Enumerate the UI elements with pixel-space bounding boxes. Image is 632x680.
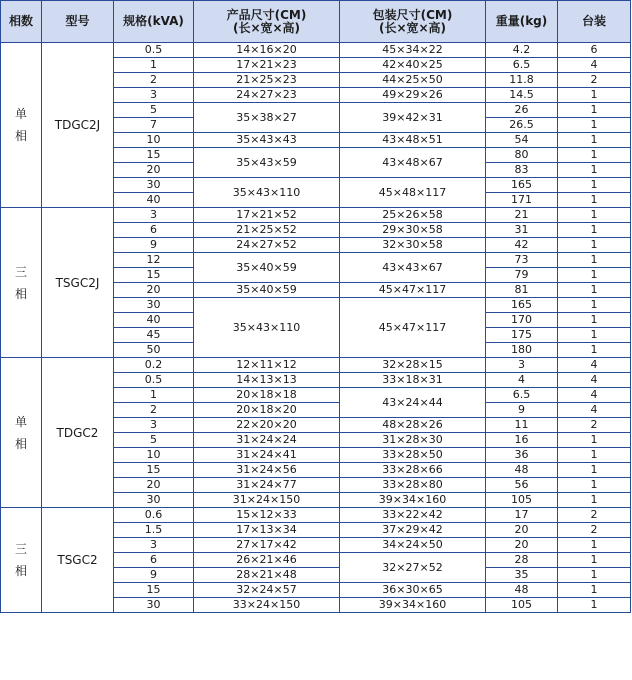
per-pallet-cell: 4 — [558, 58, 631, 73]
package-size-cell: 45×34×22 — [340, 43, 486, 58]
model-cell: TSGC2J — [42, 208, 114, 358]
product-size-cell: 35×43×110 — [194, 178, 340, 208]
spec-cell: 2 — [114, 73, 194, 88]
per-pallet-cell: 1 — [558, 493, 631, 508]
per-pallet-cell: 1 — [558, 598, 631, 613]
weight-cell: 9 — [486, 403, 558, 418]
model-cell: TSGC2 — [42, 508, 114, 613]
package-size-cell: 42×40×25 — [340, 58, 486, 73]
package-size-cell: 45×47×117 — [340, 298, 486, 358]
product-size-cell: 17×21×23 — [194, 58, 340, 73]
product-size-cell: 21×25×52 — [194, 223, 340, 238]
spec-cell: 3 — [114, 88, 194, 103]
phase-char: 单 — [14, 414, 27, 429]
weight-cell: 17 — [486, 508, 558, 523]
weight-cell: 48 — [486, 583, 558, 598]
per-pallet-cell: 1 — [558, 568, 631, 583]
phase-char: 相 — [14, 286, 27, 301]
weight-cell: 42 — [486, 238, 558, 253]
package-size-cell: 34×24×50 — [340, 538, 486, 553]
weight-cell: 20 — [486, 523, 558, 538]
package-size-cell: 33×18×31 — [340, 373, 486, 388]
spec-cell: 30 — [114, 298, 194, 313]
spec-cell: 1 — [114, 58, 194, 73]
weight-cell: 35 — [486, 568, 558, 583]
weight-cell: 16 — [486, 433, 558, 448]
phase-char: 三 — [14, 264, 27, 279]
package-size-cell: 45×47×117 — [340, 283, 486, 298]
product-size-cell: 31×24×77 — [194, 478, 340, 493]
spec-cell: 1.5 — [114, 523, 194, 538]
header-weight: 重量(kg) — [486, 1, 558, 43]
package-size-cell: 39×42×31 — [340, 103, 486, 133]
table-row — [1, 208, 631, 223]
per-pallet-cell: 1 — [558, 343, 631, 358]
per-pallet-cell: 1 — [558, 238, 631, 253]
table-row — [1, 508, 631, 523]
weight-cell: 4 — [486, 373, 558, 388]
product-size-cell: 35×43×43 — [194, 133, 340, 148]
weight-cell: 180 — [486, 343, 558, 358]
per-pallet-cell: 1 — [558, 553, 631, 568]
per-pallet-cell: 1 — [558, 253, 631, 268]
per-pallet-cell: 1 — [558, 223, 631, 238]
header-package-size-dims: (长×宽×高) — [378, 20, 447, 35]
spec-cell: 50 — [114, 343, 194, 358]
weight-cell: 83 — [486, 163, 558, 178]
per-pallet-cell: 1 — [558, 313, 631, 328]
per-pallet-cell: 1 — [558, 448, 631, 463]
per-pallet-cell: 1 — [558, 433, 631, 448]
package-size-cell: 32×30×58 — [340, 238, 486, 253]
product-size-cell: 31×24×56 — [194, 463, 340, 478]
package-size-cell: 43×48×67 — [340, 148, 486, 178]
spec-cell: 40 — [114, 313, 194, 328]
spec-cell: 6 — [114, 223, 194, 238]
per-pallet-cell: 1 — [558, 583, 631, 598]
package-size-cell: 33×28×80 — [340, 478, 486, 493]
package-size-cell: 48×28×26 — [340, 418, 486, 433]
product-size-cell: 31×24×150 — [194, 493, 340, 508]
product-size-cell: 20×18×20 — [194, 403, 340, 418]
spec-cell: 3 — [114, 538, 194, 553]
spec-cell: 20 — [114, 283, 194, 298]
package-size-cell: 33×28×66 — [340, 463, 486, 478]
spec-cell: 0.6 — [114, 508, 194, 523]
spec-cell: 3 — [114, 418, 194, 433]
package-size-cell: 43×24×44 — [340, 388, 486, 418]
product-size-cell: 12×11×12 — [194, 358, 340, 373]
per-pallet-cell: 6 — [558, 43, 631, 58]
package-size-cell: 33×22×42 — [340, 508, 486, 523]
weight-cell: 171 — [486, 193, 558, 208]
product-size-cell: 21×25×23 — [194, 73, 340, 88]
product-size-cell: 14×16×20 — [194, 43, 340, 58]
product-size-cell: 28×21×48 — [194, 568, 340, 583]
phase-cell — [1, 43, 42, 208]
spec-cell: 15 — [114, 463, 194, 478]
package-size-cell: 44×25×50 — [340, 73, 486, 88]
weight-cell: 3 — [486, 358, 558, 373]
weight-cell: 105 — [486, 493, 558, 508]
weight-cell: 11.8 — [486, 73, 558, 88]
package-size-cell: 29×30×58 — [340, 223, 486, 238]
package-size-cell: 45×48×117 — [340, 178, 486, 208]
per-pallet-cell: 2 — [558, 508, 631, 523]
spec-cell: 30 — [114, 598, 194, 613]
model-cell: TDGC2 — [42, 358, 114, 508]
weight-cell: 56 — [486, 478, 558, 493]
spec-cell: 6 — [114, 553, 194, 568]
product-size-cell: 14×13×13 — [194, 373, 340, 388]
package-size-cell: 32×28×15 — [340, 358, 486, 373]
weight-cell: 73 — [486, 253, 558, 268]
package-size-cell: 33×28×50 — [340, 448, 486, 463]
table-body — [1, 43, 631, 613]
spec-cell: 40 — [114, 193, 194, 208]
spec-cell: 7 — [114, 118, 194, 133]
table-row — [1, 358, 631, 373]
phase-char: 三 — [14, 542, 27, 556]
spec-cell: 5 — [114, 103, 194, 118]
spec-cell: 1 — [114, 388, 194, 403]
spec-cell: 12 — [114, 253, 194, 268]
package-size-cell: 25×26×58 — [340, 208, 486, 223]
spec-cell: 15 — [114, 268, 194, 283]
weight-cell: 175 — [486, 328, 558, 343]
per-pallet-cell: 1 — [558, 103, 631, 118]
model-cell: TDGC2J — [42, 43, 114, 208]
package-size-cell: 36×30×65 — [340, 583, 486, 598]
header-per-pallet: 台装 — [558, 1, 631, 43]
product-size-cell: 15×12×33 — [194, 508, 340, 523]
header-product-size-title: 产品尺寸(CM) — [226, 7, 307, 22]
per-pallet-cell: 1 — [558, 118, 631, 133]
spec-cell: 9 — [114, 238, 194, 253]
per-pallet-cell: 1 — [558, 328, 631, 343]
package-size-cell: 39×34×160 — [340, 598, 486, 613]
spec-cell: 3 — [114, 208, 194, 223]
header-model: 型号 — [42, 1, 114, 43]
spec-cell: 20 — [114, 478, 194, 493]
weight-cell: 105 — [486, 598, 558, 613]
spec-cell: 30 — [114, 493, 194, 508]
product-size-cell: 35×43×59 — [194, 148, 340, 178]
table-header — [1, 1, 631, 43]
spec-cell: 2 — [114, 403, 194, 418]
weight-cell: 21 — [486, 208, 558, 223]
weight-cell: 48 — [486, 463, 558, 478]
per-pallet-cell: 4 — [558, 403, 631, 418]
product-size-cell: 17×13×34 — [194, 523, 340, 538]
package-size-cell: 37×29×42 — [340, 523, 486, 538]
spec-cell: 45 — [114, 328, 194, 343]
per-pallet-cell: 1 — [558, 538, 631, 553]
package-size-cell: 43×48×51 — [340, 133, 486, 148]
product-size-cell: 32×24×57 — [194, 583, 340, 598]
product-size-cell: 35×40×59 — [194, 283, 340, 298]
weight-cell: 80 — [486, 148, 558, 163]
weight-cell: 81 — [486, 283, 558, 298]
spec-cell: 15 — [114, 148, 194, 163]
package-size-cell: 32×27×52 — [340, 553, 486, 583]
header-spec: 规格(kVA) — [114, 1, 194, 43]
package-size-cell: 43×43×67 — [340, 253, 486, 283]
product-size-cell: 22×20×20 — [194, 418, 340, 433]
package-size-cell: 31×28×30 — [340, 433, 486, 448]
product-size-cell: 35×43×110 — [194, 298, 340, 358]
spec-cell: 5 — [114, 433, 194, 448]
per-pallet-cell: 2 — [558, 418, 631, 433]
weight-cell: 36 — [486, 448, 558, 463]
per-pallet-cell: 1 — [558, 178, 631, 193]
phase-cell — [1, 358, 42, 508]
spec-cell: 0.5 — [114, 373, 194, 388]
spec-cell: 0.5 — [114, 43, 194, 58]
per-pallet-cell: 1 — [558, 478, 631, 493]
spec-cell: 20 — [114, 163, 194, 178]
product-size-cell: 20×18×18 — [194, 388, 340, 403]
per-pallet-cell: 1 — [558, 268, 631, 283]
spec-cell: 15 — [114, 583, 194, 598]
product-size-cell: 26×21×46 — [194, 553, 340, 568]
spec-cell: 10 — [114, 448, 194, 463]
product-size-cell: 24×27×23 — [194, 88, 340, 103]
weight-cell: 26 — [486, 103, 558, 118]
per-pallet-cell: 4 — [558, 373, 631, 388]
per-pallet-cell: 1 — [558, 463, 631, 478]
package-size-cell: 39×34×160 — [340, 493, 486, 508]
spec-cell: 10 — [114, 133, 194, 148]
phase-char: 相 — [14, 129, 27, 143]
product-size-cell: 31×24×24 — [194, 433, 340, 448]
weight-cell: 165 — [486, 298, 558, 313]
per-pallet-cell: 1 — [558, 88, 631, 103]
per-pallet-cell: 1 — [558, 193, 631, 208]
weight-cell: 6.5 — [486, 58, 558, 73]
weight-cell: 14.5 — [486, 88, 558, 103]
weight-cell: 54 — [486, 133, 558, 148]
phase-cell — [1, 508, 42, 613]
header-package-size — [340, 1, 486, 43]
weight-cell: 170 — [486, 313, 558, 328]
header-product-size-dims: (长×宽×高) — [232, 20, 301, 35]
product-size-cell: 35×38×27 — [194, 103, 340, 133]
per-pallet-cell: 4 — [558, 388, 631, 403]
per-pallet-cell: 1 — [558, 133, 631, 148]
per-pallet-cell: 1 — [558, 298, 631, 313]
phase-cell — [1, 208, 42, 358]
product-size-cell: 31×24×41 — [194, 448, 340, 463]
per-pallet-cell: 2 — [558, 523, 631, 538]
weight-cell: 6.5 — [486, 388, 558, 403]
header-row — [1, 1, 631, 43]
per-pallet-cell: 1 — [558, 148, 631, 163]
phase-char: 相 — [14, 564, 27, 578]
phase-char: 单 — [14, 107, 27, 121]
header-product-size — [194, 1, 340, 43]
per-pallet-cell: 2 — [558, 73, 631, 88]
product-size-cell: 17×21×52 — [194, 208, 340, 223]
weight-cell: 28 — [486, 553, 558, 568]
phase-char: 相 — [14, 436, 27, 451]
weight-cell: 31 — [486, 223, 558, 238]
weight-cell: 26.5 — [486, 118, 558, 133]
product-size-cell: 27×17×42 — [194, 538, 340, 553]
product-size-cell: 24×27×52 — [194, 238, 340, 253]
header-phase: 相数 — [1, 1, 42, 43]
spec-cell: 30 — [114, 178, 194, 193]
per-pallet-cell: 4 — [558, 358, 631, 373]
per-pallet-cell: 1 — [558, 163, 631, 178]
product-size-cell: 33×24×150 — [194, 598, 340, 613]
package-size-cell: 49×29×26 — [340, 88, 486, 103]
spec-cell: 9 — [114, 568, 194, 583]
product-size-cell: 35×40×59 — [194, 253, 340, 283]
table-row — [1, 43, 631, 58]
weight-cell: 4.2 — [486, 43, 558, 58]
weight-cell: 79 — [486, 268, 558, 283]
per-pallet-cell: 1 — [558, 208, 631, 223]
weight-cell: 20 — [486, 538, 558, 553]
per-pallet-cell: 1 — [558, 283, 631, 298]
spec-cell: 0.2 — [114, 358, 194, 373]
weight-cell: 11 — [486, 418, 558, 433]
header-package-size-title: 包装尺寸(CM) — [372, 7, 453, 22]
weight-cell: 165 — [486, 178, 558, 193]
